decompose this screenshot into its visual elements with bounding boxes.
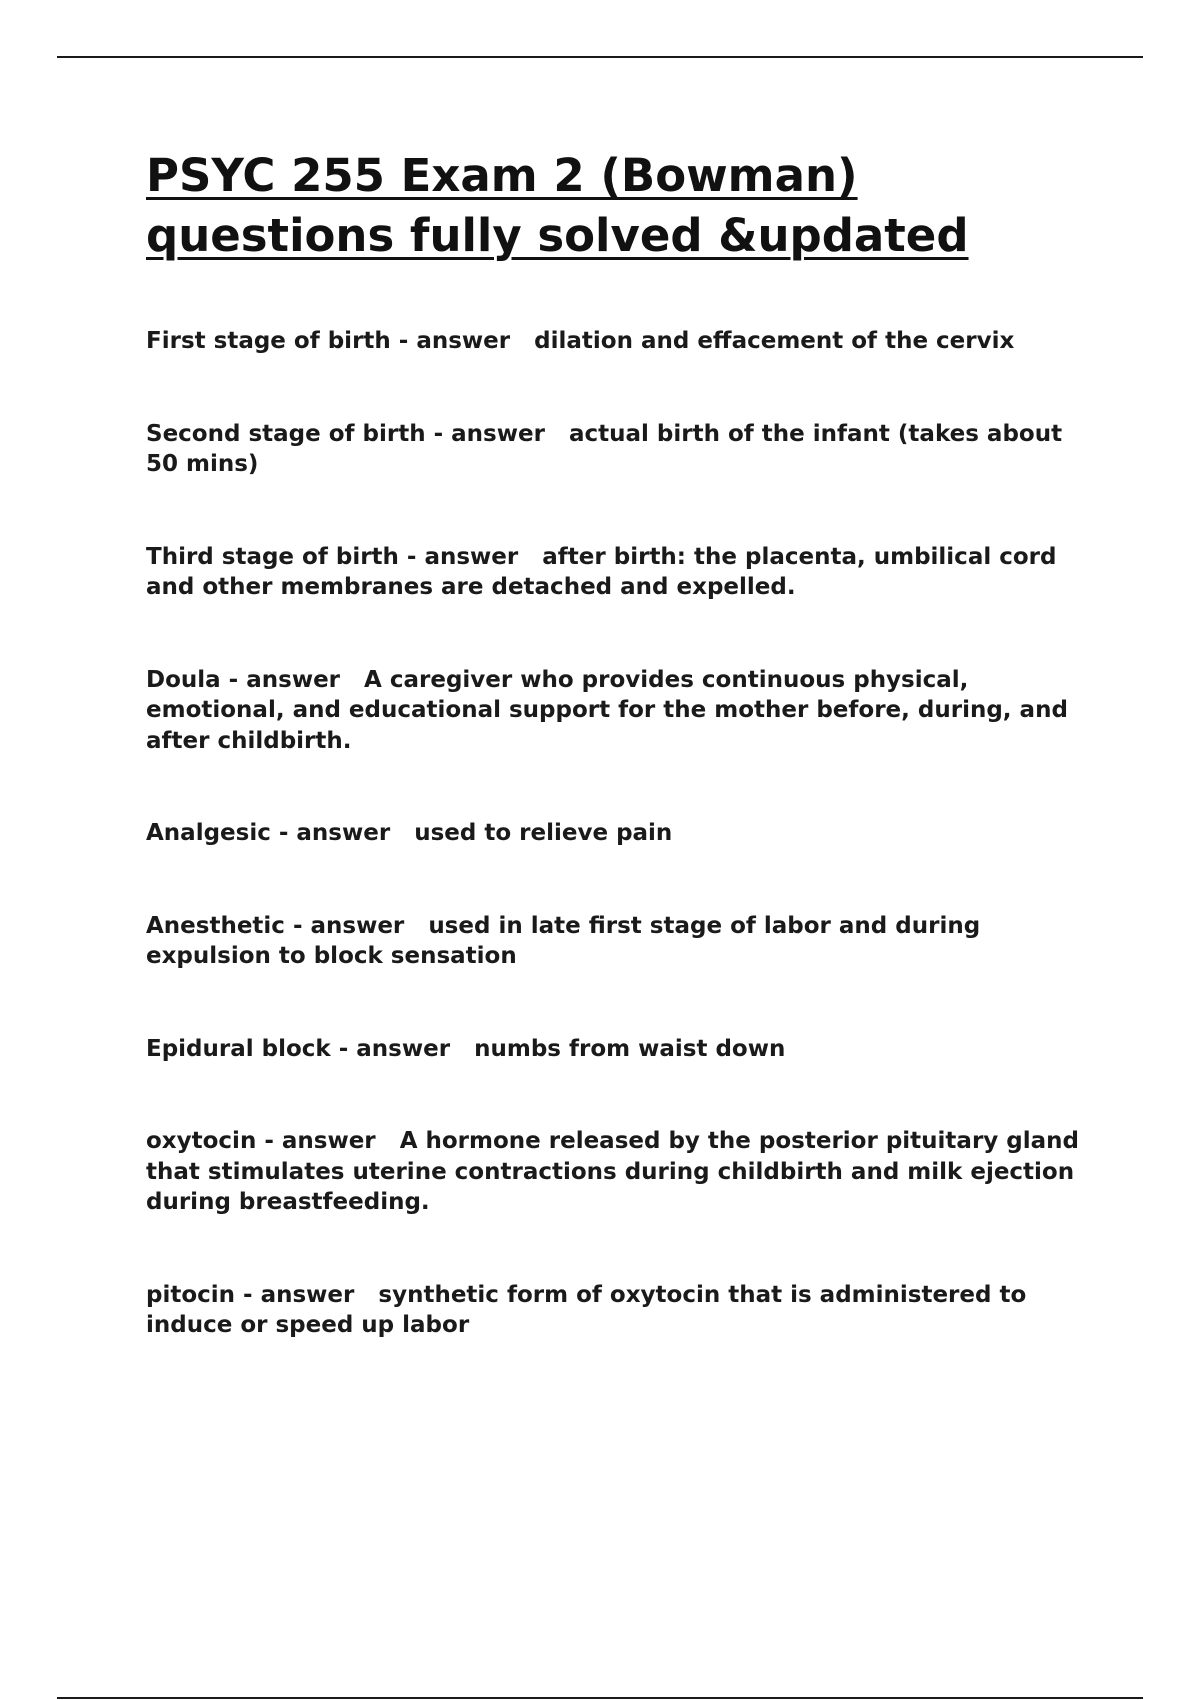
qa-term: Doula - answer xyxy=(146,666,341,693)
qa-definition: used to relieve pain xyxy=(414,820,673,846)
qa-term: Third stage of birth - answer xyxy=(146,543,519,570)
qa-definition: A caregiver who provides continuous physical, emotional, and educational support for the mother before, during, and after childbirth. xyxy=(146,666,1076,754)
qa-definition: used in late first stage of labor and during expulsion to block sensation xyxy=(146,912,989,969)
qa-term: Analgesic - answer xyxy=(146,820,391,846)
qa-definition: actual birth of the infant (takes about 50 mins) xyxy=(146,420,1071,477)
qa-item xyxy=(146,1126,1086,1218)
qa-definition: after birth: the placenta, umbilical cord and other membranes are detached and expelled. xyxy=(146,543,1065,600)
qa-item xyxy=(146,326,1086,357)
qa-definition: numbs from waist down xyxy=(474,1035,786,1062)
document-title: PSYC 255 Exam 2 (Bowman) questions fully solved &updated xyxy=(146,149,969,262)
qa-item xyxy=(146,542,1086,603)
top-rule xyxy=(57,56,1143,58)
qa-item xyxy=(146,665,1086,757)
qa-item xyxy=(146,1034,1086,1065)
qa-item xyxy=(146,911,1086,972)
qa-definition: A hormone released by the posterior pituitary gland that stimulates uterine contractions during childbirth and milk ejection during breastfeeding. xyxy=(146,1128,1088,1215)
qa-term: pitocin - answer xyxy=(146,1281,355,1308)
qa-item xyxy=(146,1280,1086,1341)
qa-term: oxytocin - answer xyxy=(146,1128,376,1154)
qa-term: Second stage of birth - answer xyxy=(146,420,545,447)
qa-definition: dilation and effacement of the cervix xyxy=(534,328,1015,354)
qa-definition: synthetic form of oxytocin that is administered to induce or speed up labor xyxy=(146,1281,1035,1338)
qa-term: Epidural block - answer xyxy=(146,1035,451,1062)
qa-term: Anesthetic - answer xyxy=(146,912,405,939)
qa-item xyxy=(146,419,1086,480)
qa-term: First stage of birth - answer xyxy=(146,328,511,354)
qa-item xyxy=(146,818,1086,849)
bottom-rule xyxy=(57,1697,1143,1699)
qa-list xyxy=(146,326,1086,1341)
